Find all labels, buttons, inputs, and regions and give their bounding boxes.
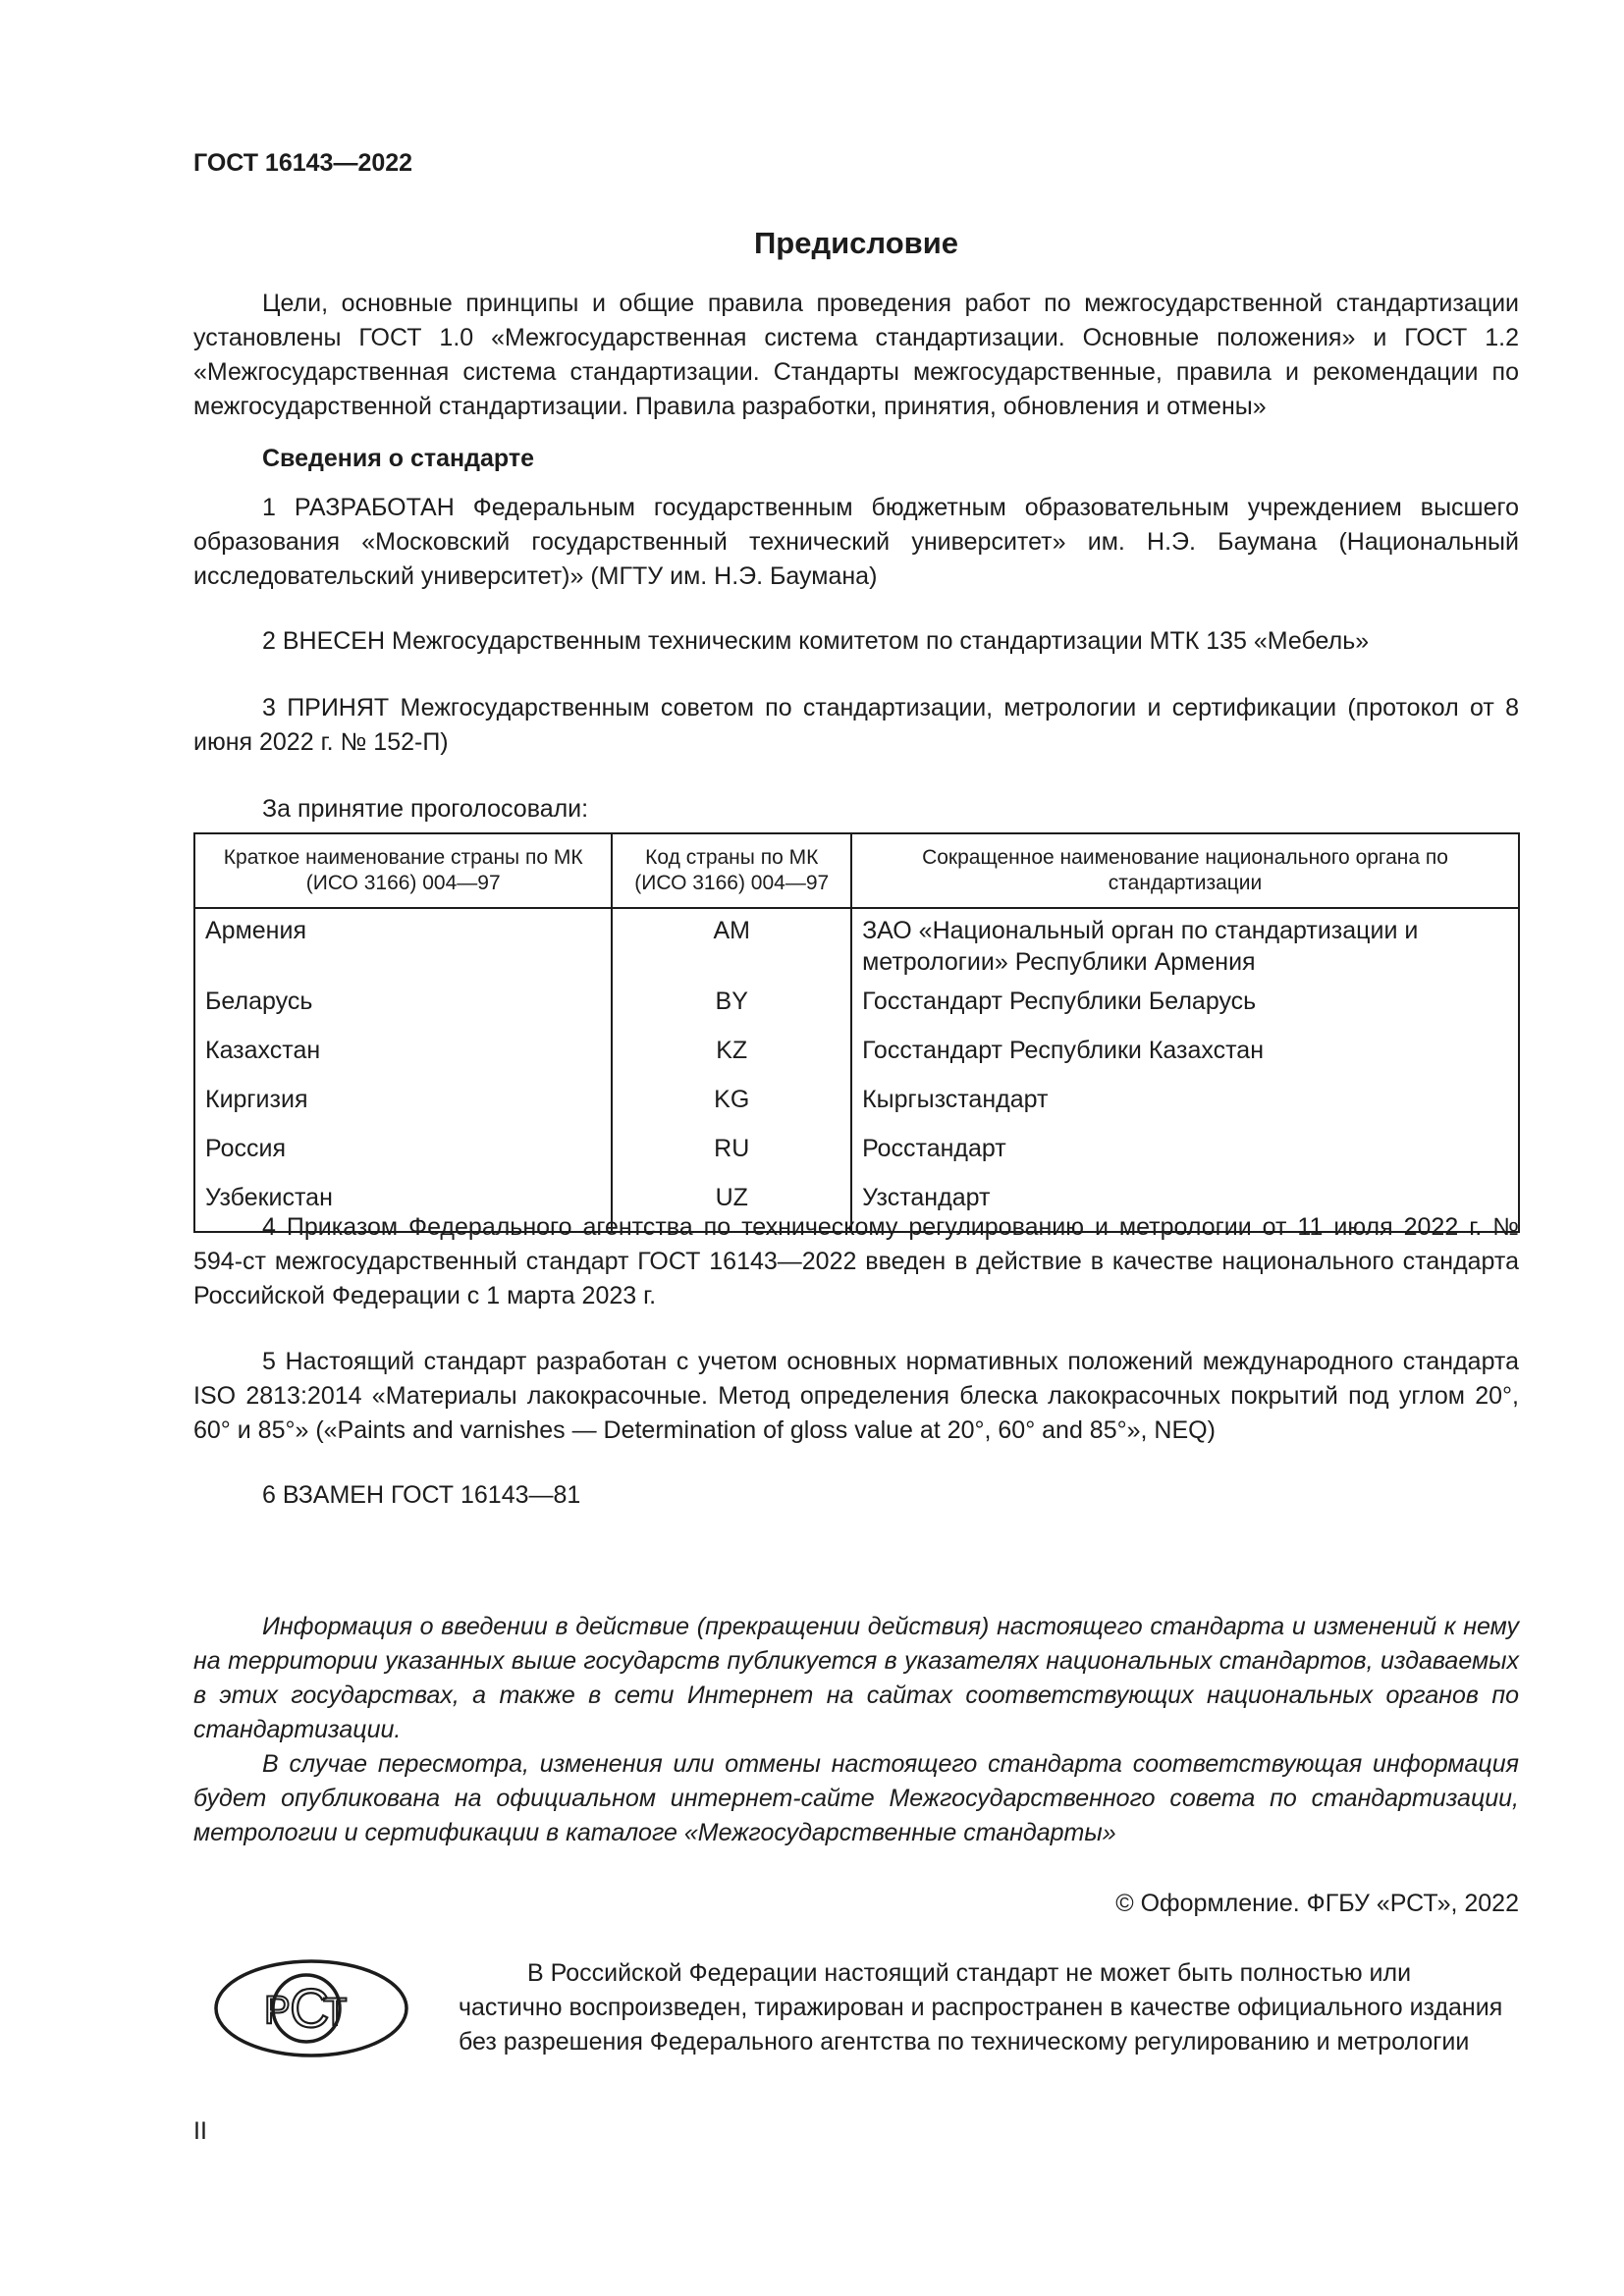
copyright: © Оформление. ФГБУ «РСТ», 2022 — [1115, 1890, 1519, 1917]
svg-text:Т: Т — [323, 1991, 348, 2034]
svg-text:Р: Р — [264, 1989, 291, 2032]
item-replaces: 6 ВЗАМЕН ГОСТ 16143—81 — [262, 1481, 581, 1509]
code-cell: KG — [612, 1076, 851, 1125]
body-cell: Госстандарт Республики Беларусь — [851, 978, 1519, 1027]
country-cell: Киргизия — [194, 1076, 612, 1125]
item-order: 4 Приказом Федерального агентства по техническому регулированию и метрологии от 11 июля 2022 г. № 594-ст межгосударственный стандарт ГОСТ 16143—2022 введен в действие в качестве национального стандарта Российской Федерации с 1 марта 2023 г. — [193, 1213, 1519, 1309]
body-cell: Кыргызстандарт — [851, 1076, 1519, 1125]
table-header-row — [194, 833, 1519, 908]
country-cell: Беларусь — [194, 978, 612, 1027]
country-cell: Узбекистан — [194, 1174, 612, 1232]
item-developed: 1 РАЗРАБОТАН Федеральным государственным бюджетным образовательным учреждением высшего образования «Московский государственный технический университет» им. Н.Э. Баумана (Национальный исследовательский университет)» (МГТУ им. Н.Э. Баумана) — [193, 494, 1519, 590]
code-cell: BY — [612, 978, 851, 1027]
code-cell: UZ — [612, 1174, 851, 1232]
rf-notice: В Российской Федерации настоящий стандарт не может быть полностью или частично воспроизведен, тиражирован и распространен в качестве официального издания без разрешения Федерального агентства по техническому регулированию и метрологии — [459, 1959, 1503, 2056]
code-cell: AM — [612, 908, 851, 978]
table-row — [194, 908, 1519, 978]
country-cell: Армения — [194, 908, 612, 978]
body-cell: Госстандарт Республики Казахстан — [851, 1027, 1519, 1076]
notice-paragraph-2: В случае пересмотра, изменения или отмены настоящего стандарта соответствующая информация будет опубликована на официальном интернет-сайте Межгосударственного совета по стандартизации, метрологии и сертификации в каталоге «Межгосударственные стандарты» — [193, 1750, 1519, 1846]
body-cell: ЗАО «Национальный орган по стандартизации и метрологии» Республики Армения — [851, 908, 1519, 978]
page-title: Предисловие — [753, 226, 958, 260]
table-row — [194, 1076, 1519, 1125]
notice-paragraph-1: Информация о введении в действие (прекращении действия) настоящего стандарта и изменений к нему на территории указанных выше государств публикуется в указателях национальных стандартов, издаваемых в этих государствах, а также в сети Интернет на сайтах соответствующих национальных органов по стандартизации. — [193, 1613, 1519, 1743]
item-adopted: 3 ПРИНЯТ Межгосударственным советом по стандартизации, метрологии и сертификации (протокол от 8 июня 2022 г. № 152-П) — [193, 694, 1519, 756]
body-cell: Узстандарт — [851, 1174, 1519, 1232]
table-row — [194, 978, 1519, 1027]
voted-label: За принятие проголосовали: — [262, 795, 589, 823]
page-number: II — [193, 2117, 207, 2145]
table-row — [194, 1027, 1519, 1076]
country-cell: Казахстан — [194, 1027, 612, 1076]
item-basis: 5 Настоящий стандарт разработан с учетом основных нормативных положений международного стандарта ISO 2813:2014 «Материалы лакокрасочные. Метод определения блеска лакокрасочных покрытий под углом 20°, 60° и 85°» («Paints and varnishes — Determination of gloss value at 20°, 60° and 85°», NEQ) — [193, 1348, 1519, 1444]
intro-paragraph: Цели, основные принципы и общие правила проведения работ по межгосударственной стандартизации установлены ГОСТ 1.0 «Межгосударственная система стандартизации. Основные положения» и ГОСТ 1.2 «Межгосударственная система стандартизации. Стандарты межгосударственные, правила и рекомендации по межгосударственной стандартизации. Правила разработки, принятия, обновления и отмены» — [193, 290, 1519, 420]
body-cell: Росстандарт — [851, 1125, 1519, 1174]
code-cell: RU — [612, 1125, 851, 1174]
table-row — [194, 1125, 1519, 1174]
svg-text:С: С — [290, 1977, 330, 2039]
item-introduced: 2 ВНЕСЕН Межгосударственным техническим комитетом по стандартизации МТК 135 «Мебель» — [262, 627, 1370, 655]
pst-certification-mark-icon — [213, 1958, 409, 2058]
voting-table — [193, 832, 1520, 1233]
column-header-code: Код страны по МК (ИСО 3166) 004—97 — [612, 833, 851, 908]
document-code: ГОСТ 16143—2022 — [193, 149, 413, 177]
column-header-country: Краткое наименование страны по МК (ИСО 3166) 004—97 — [194, 833, 612, 908]
section-title: Сведения о стандарте — [262, 445, 535, 472]
code-cell: KZ — [612, 1027, 851, 1076]
column-header-body: Сокращенное наименование национального органа по стандартизации — [851, 833, 1519, 908]
country-cell: Россия — [194, 1125, 612, 1174]
